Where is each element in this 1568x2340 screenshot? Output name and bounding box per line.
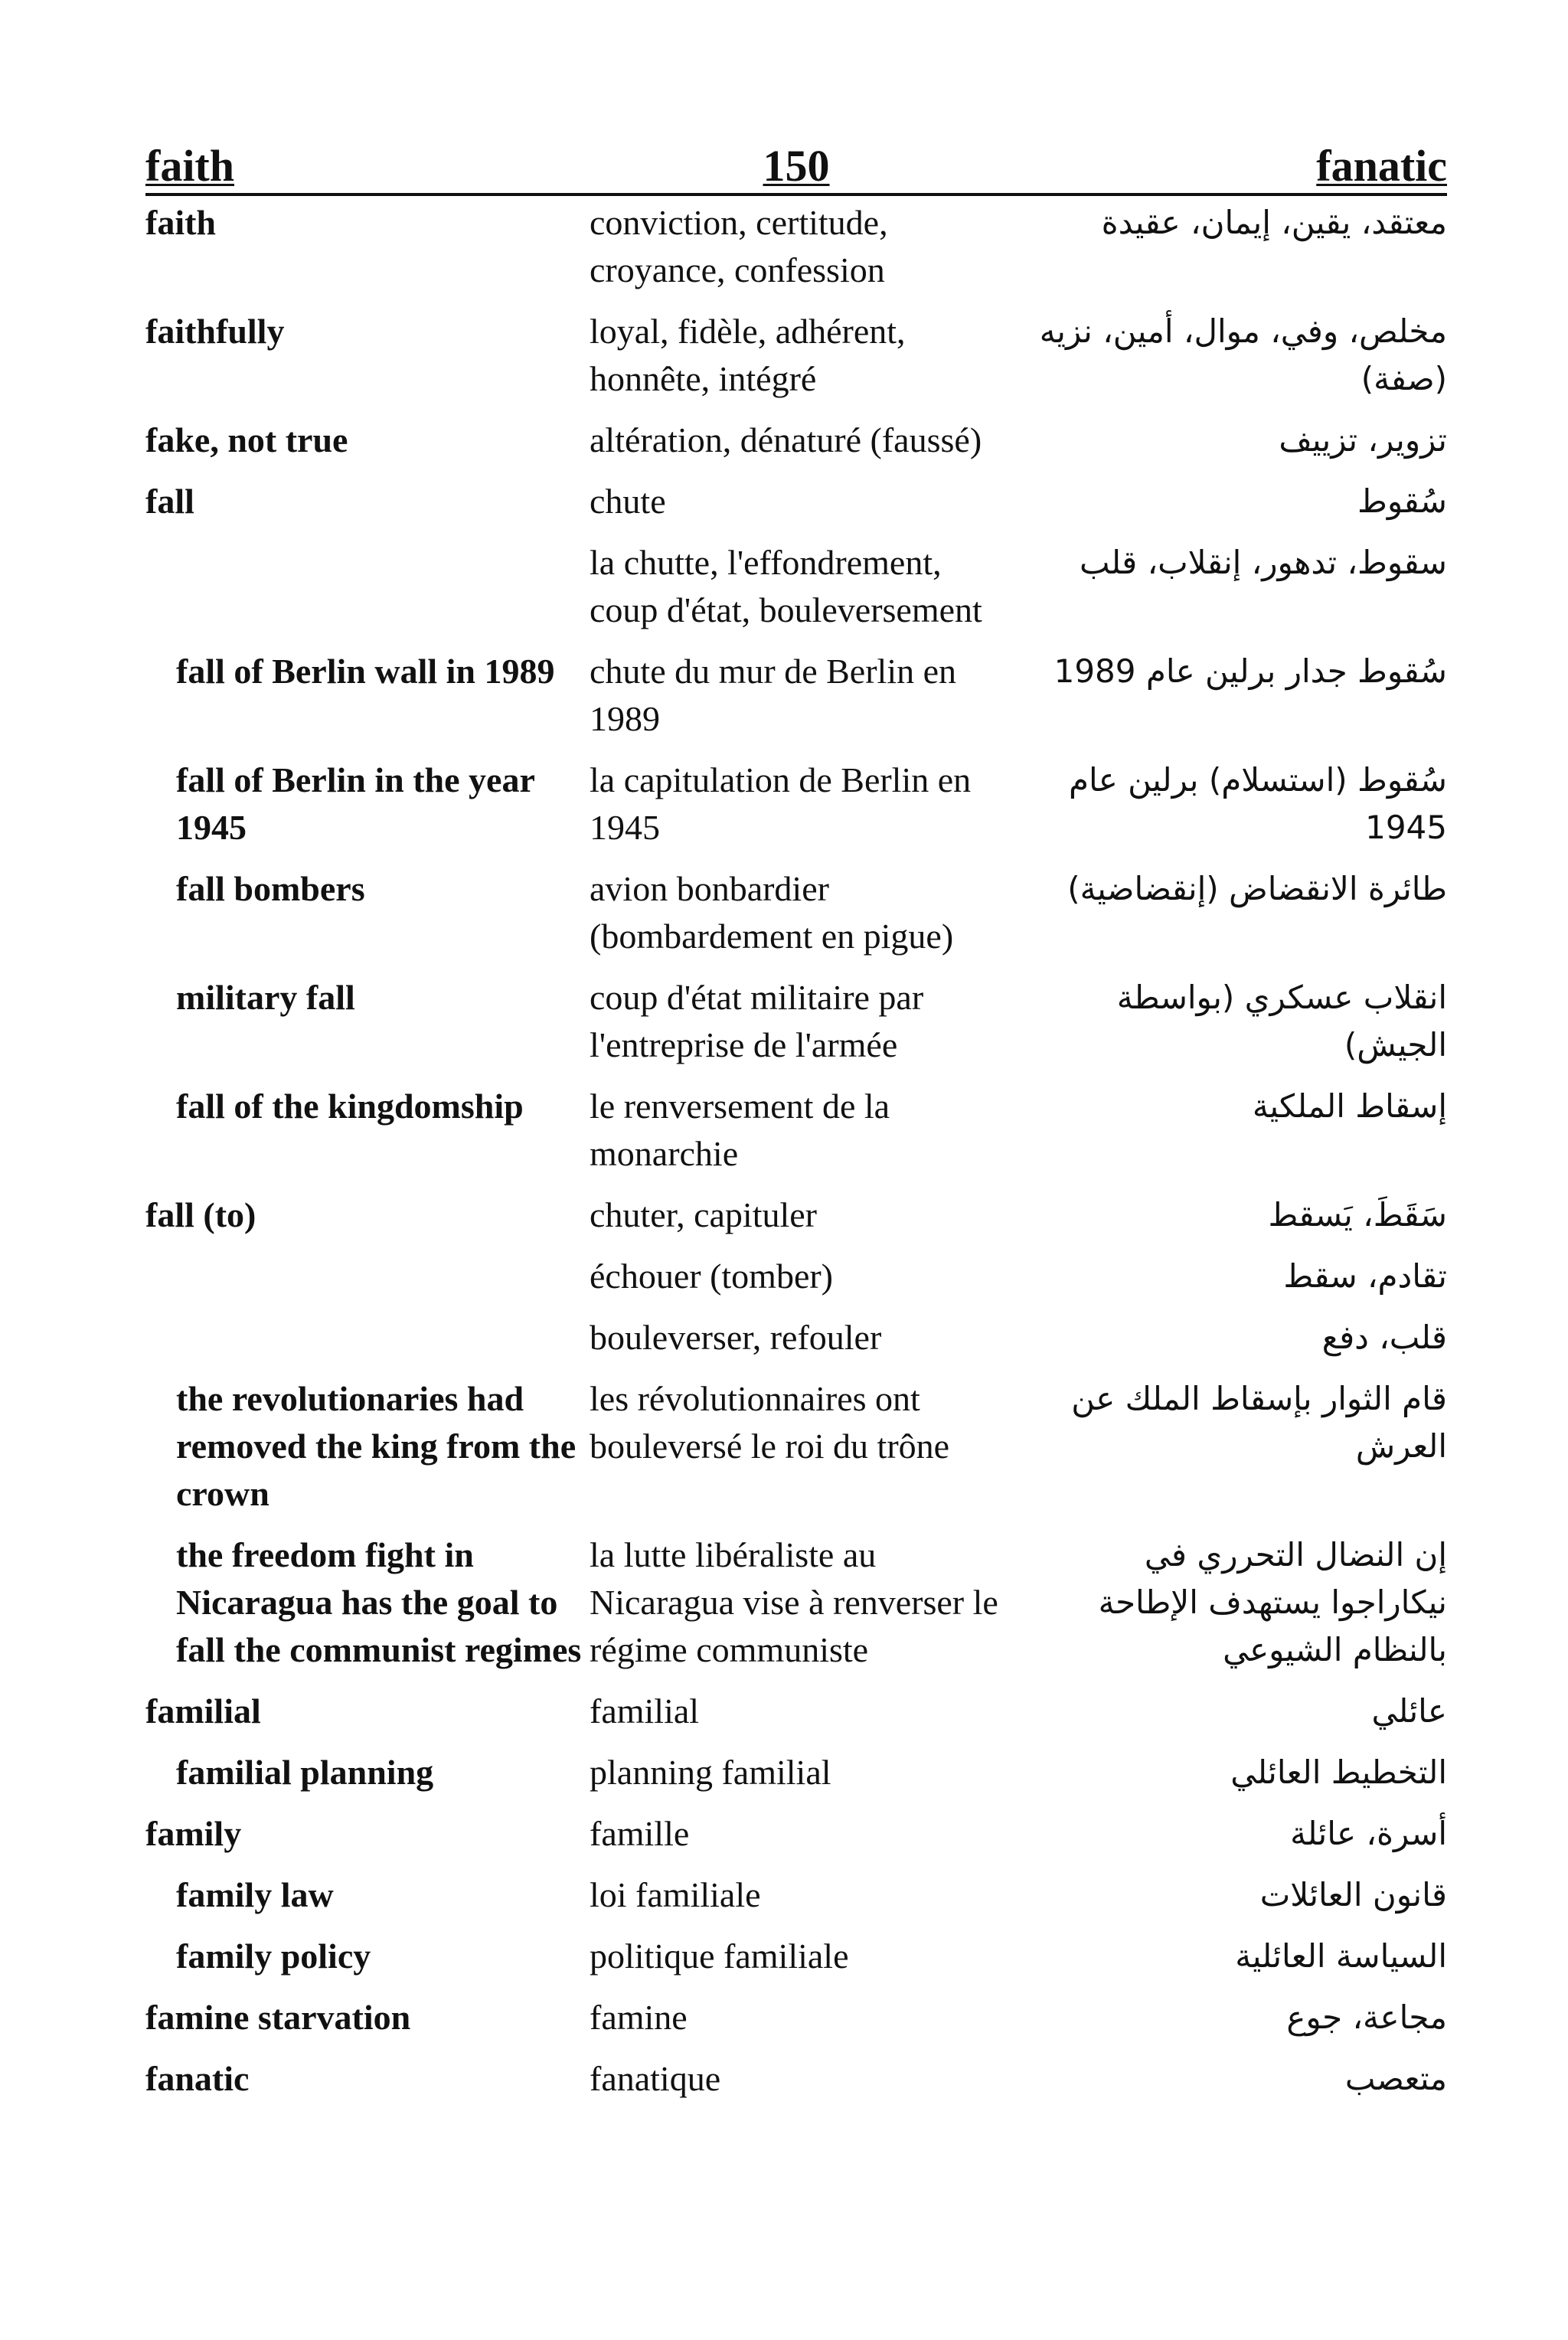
entry-french: la lutte libéraliste au Nicaragua vise à renverser le régime communiste <box>590 1535 998 1669</box>
entry-row <box>145 478 1447 525</box>
entry-row <box>145 2055 1447 2103</box>
entry-row <box>145 1531 1447 1674</box>
entry-row <box>145 1933 1447 1980</box>
entry-english: familial <box>145 1691 261 1730</box>
entry-arabic: متعصب <box>1344 2060 1447 2097</box>
entry-english: fall of Berlin in the year 1945 <box>176 760 535 847</box>
entry-english: family <box>145 1814 242 1853</box>
entry-arabic: عائلي <box>1371 1692 1447 1730</box>
entry-row <box>145 1191 1447 1239</box>
entry-french: chuter, capituler <box>590 1195 818 1234</box>
entry-arabic: سُقوط جدار برلين عام 1989 <box>1054 652 1447 690</box>
entry-french: échouer (tomber) <box>590 1257 834 1296</box>
entry-arabic: إن النضال التحرري في نيكاراجوا يستهدف الإطاحة بالنظام الشيوعي <box>1098 1536 1447 1668</box>
entry-arabic: مخلص، وفي، موال، أمين، نزيه (صفة) <box>1039 312 1447 397</box>
entry-french: loi familiale <box>590 1875 761 1914</box>
entry-french: politique familiale <box>590 1936 849 1976</box>
entry-row <box>145 1083 1447 1178</box>
entry-french: le renversement de la monarchie <box>590 1087 890 1173</box>
entry-row <box>145 539 1447 634</box>
entry-english: familial planning <box>176 1753 434 1792</box>
entry-french: chute du mur de Berlin en 1989 <box>590 652 957 738</box>
entry-english: fanatic <box>145 2059 250 2098</box>
entry-arabic: سُقوط <box>1357 482 1447 520</box>
entry-arabic: إسقاط الملكية <box>1252 1087 1447 1125</box>
entry-french: altération, dénaturé (faussé) <box>590 420 982 459</box>
entry-french: familial <box>590 1691 700 1730</box>
entry-arabic: التخطيط العائلي <box>1230 1753 1447 1791</box>
entry-arabic: انقلاب عسكري (بواسطة الجيش) <box>1116 979 1447 1064</box>
entry-arabic: طائرة الانقضاض (إنقضاضية) <box>1067 870 1447 907</box>
entry-french: la capitulation de Berlin en 1945 <box>590 760 972 847</box>
entry-row <box>145 1749 1447 1796</box>
entry-arabic: سُقوط (استسلام) برلين عام 1945 <box>1068 761 1447 846</box>
entry-row <box>145 1253 1447 1300</box>
entry-row <box>145 308 1447 403</box>
entry-row <box>145 1314 1447 1361</box>
entry-english: the revolutionaries had removed the king from the crown <box>176 1379 577 1513</box>
entry-row <box>145 1871 1447 1919</box>
header-last-word: fanatic <box>1316 141 1447 191</box>
entry-french: chute <box>590 482 666 521</box>
entry-english: the freedom fight in Nicaragua has the goal to fall the communist regimes <box>176 1535 582 1669</box>
entry-row <box>145 974 1447 1069</box>
entry-arabic: أسرة، عائلة <box>1290 1815 1447 1852</box>
entry-english: fake, not true <box>145 420 348 459</box>
entry-arabic: السياسة العائلية <box>1235 1937 1447 1975</box>
entry-english: fall <box>145 482 194 521</box>
entry-english: faith <box>145 203 216 242</box>
entry-arabic: قام الثوار بإسقاط الملك عن العرش <box>1071 1380 1447 1465</box>
entry-arabic: قانون العائلات <box>1259 1876 1447 1914</box>
page-number: 150 <box>763 141 830 191</box>
entry-row <box>145 1688 1447 1735</box>
entry-french: famille <box>590 1814 690 1853</box>
entry-english: famine starvation <box>145 1998 411 2037</box>
entry-french: fanatique <box>590 2059 721 2098</box>
header-first-word: faith <box>145 141 234 191</box>
entry-row <box>145 199 1447 294</box>
entry-french: planning familial <box>590 1753 831 1792</box>
entry-row <box>145 1375 1447 1518</box>
entry-row <box>145 648 1447 743</box>
entry-french: coup d'état militaire par l'entreprise de l'armée <box>590 978 924 1064</box>
entry-arabic: تزوير، تزييف <box>1279 421 1447 459</box>
entry-arabic: مجاعة، جوع <box>1286 1998 1447 2036</box>
entry-english: fall of Berlin wall in 1989 <box>176 652 555 691</box>
entry-arabic: قلب، دفع <box>1321 1319 1447 1356</box>
entry-english: family law <box>176 1875 334 1914</box>
entry-english: family policy <box>176 1936 371 1976</box>
entry-english: fall of the kingdomship <box>176 1087 524 1126</box>
entry-french: la chutte, l'effondrement, coup d'état, bouleversement <box>590 543 982 629</box>
entry-english: faithfully <box>145 312 285 351</box>
entry-french: avion bonbardier (bombardement en pigue) <box>590 869 954 956</box>
entry-english: fall (to) <box>145 1195 256 1234</box>
entry-french: loyal, fidèle, adhérent, honnête, intégré <box>590 312 906 398</box>
entry-row <box>145 757 1447 851</box>
entry-french: conviction, certitude, croyance, confession <box>590 203 888 289</box>
entry-arabic: تقادم، سقط <box>1283 1257 1447 1295</box>
entry-row <box>145 865 1447 960</box>
entry-arabic: سَقَطَ، يَسقط <box>1268 1196 1447 1234</box>
entry-english: fall bombers <box>176 869 365 908</box>
entry-french: bouleverser, refouler <box>590 1318 882 1357</box>
dictionary-page <box>145 138 1447 2116</box>
entry-row <box>145 417 1447 464</box>
entry-row <box>145 1994 1447 2041</box>
entry-french: les révolutionnaires ont bouleversé le roi du trône <box>590 1379 950 1466</box>
entry-arabic: معتقد، يقين، إيمان، عقيدة <box>1101 204 1447 241</box>
entry-arabic: سقوط، تدهور، إنقلاب، قلب <box>1080 544 1447 581</box>
page-header <box>145 138 1447 196</box>
entry-french: famine <box>590 1998 688 2037</box>
entry-list <box>145 199 1447 2103</box>
entry-row <box>145 1810 1447 1858</box>
entry-english: military fall <box>176 978 355 1017</box>
